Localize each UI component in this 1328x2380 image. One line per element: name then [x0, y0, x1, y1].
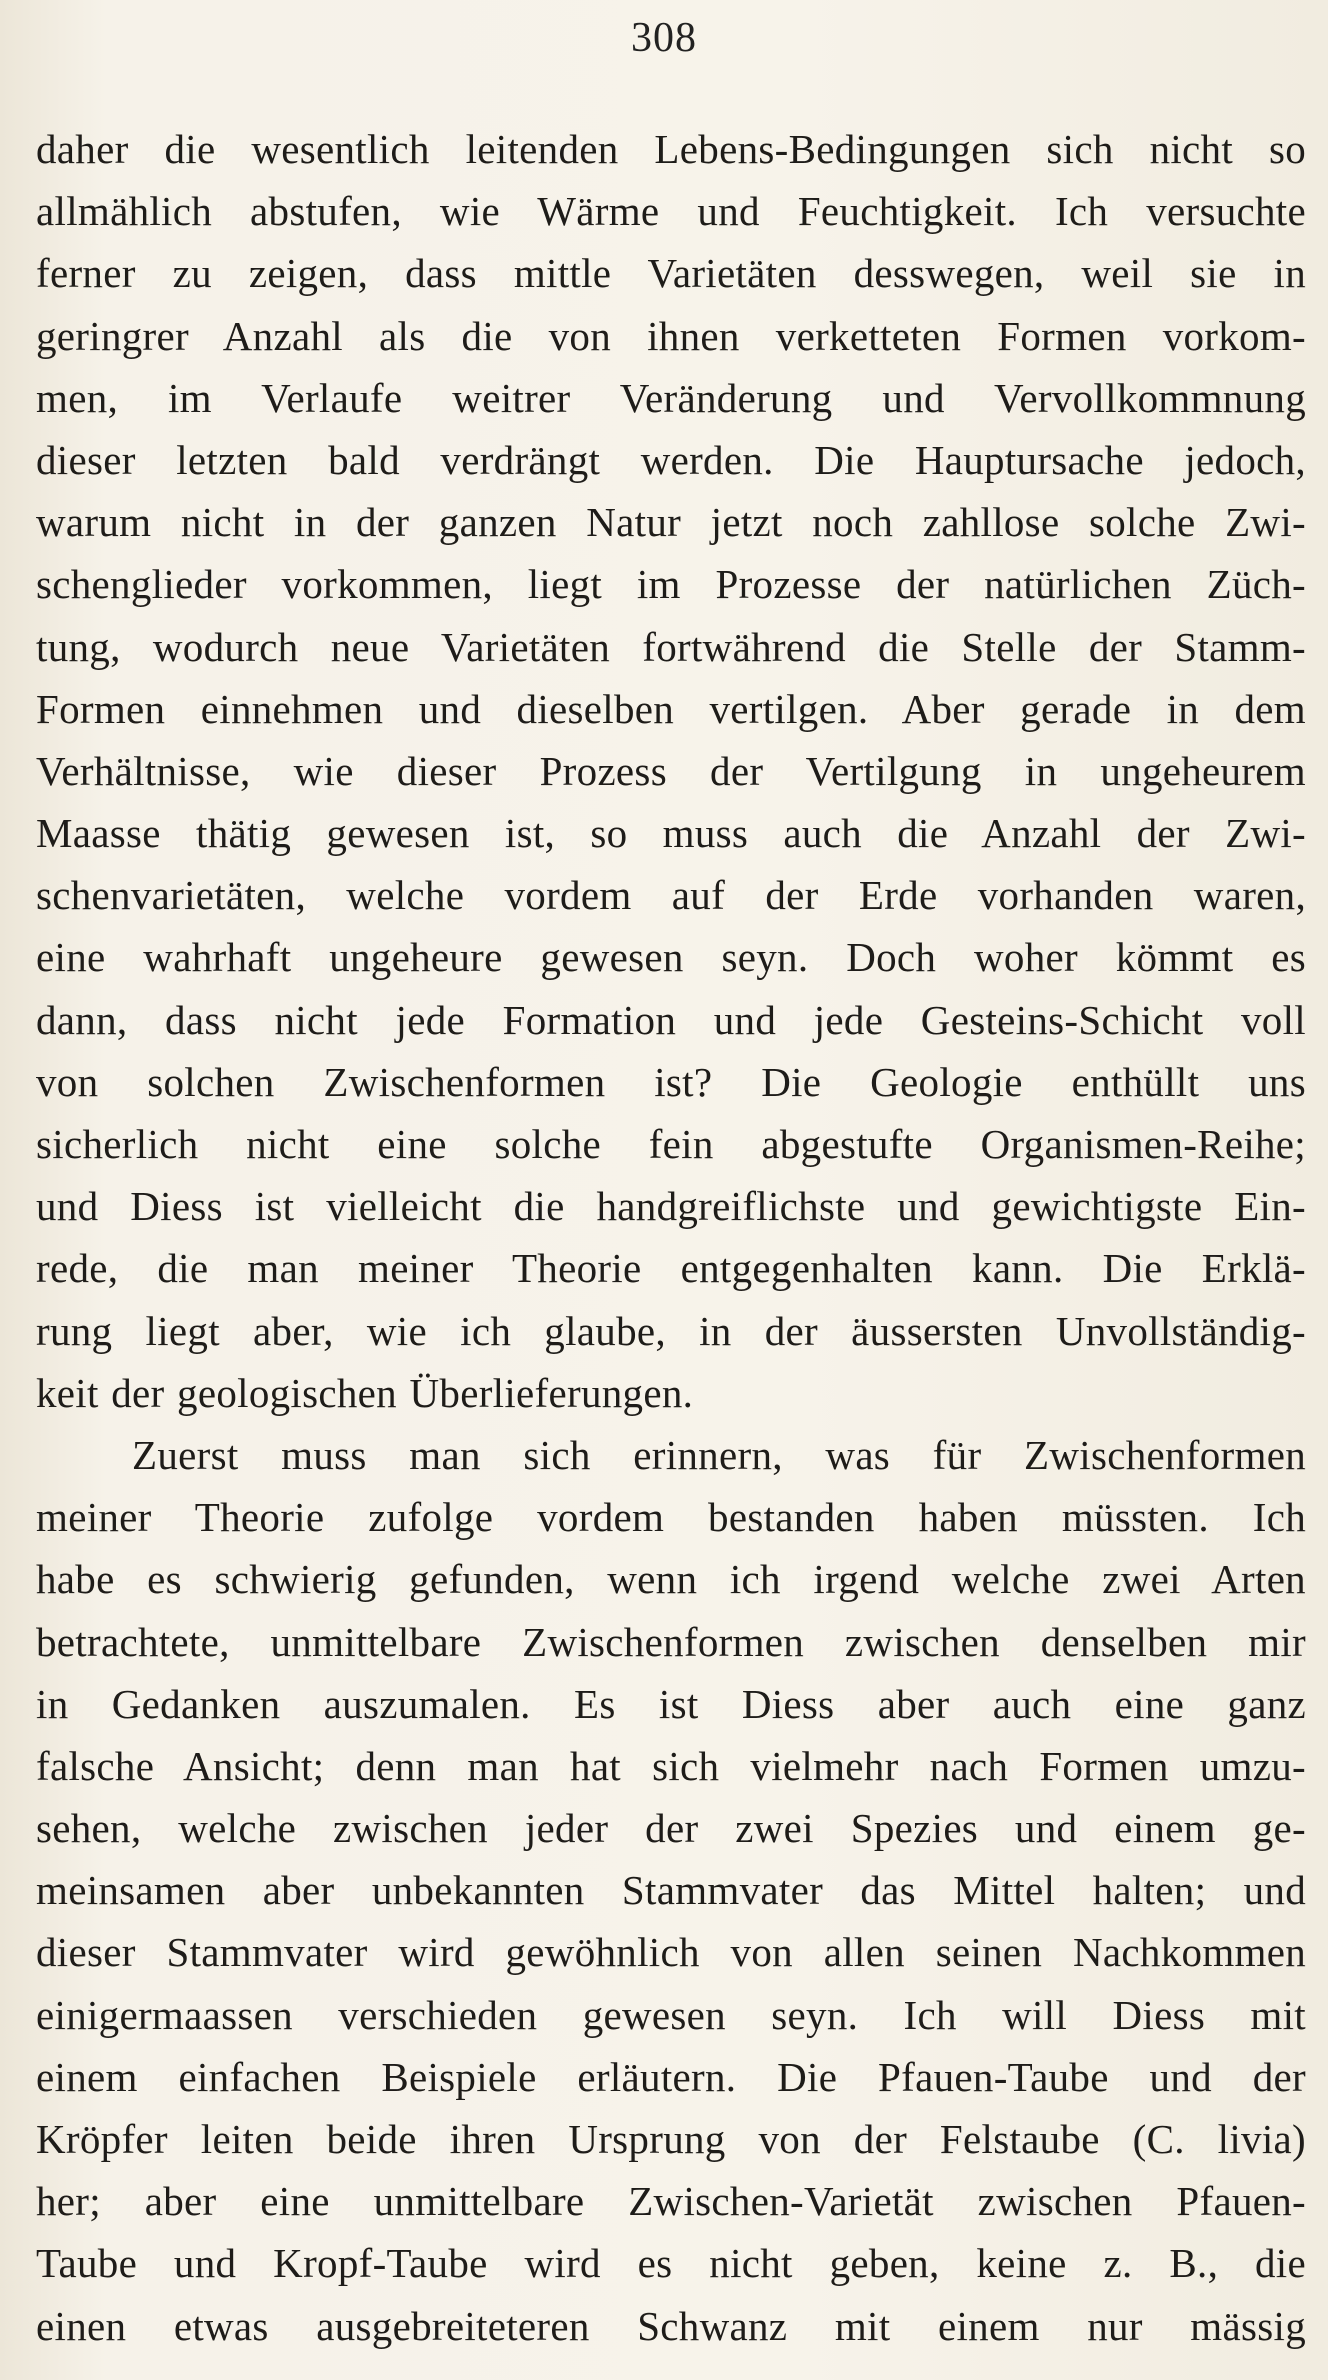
paragraph-2	[36, 1424, 1306, 2357]
text-line: falsche Ansicht; denn man hat sich vielmehr nach Formen umzu-	[36, 1742, 1306, 1789]
text-line: betrachtete, unmittelbare Zwischenformen zwischen denselben mir	[36, 1618, 1306, 1665]
text-line: sehen, welche zwischen jeder der zwei Spezies und einem ge-	[36, 1805, 1306, 1852]
text-line: einigermaassen verschieden gewesen seyn. Ich will Diess mit	[36, 1991, 1306, 2038]
text-line: her; aber eine unmittelbare Zwischen-Varietät zwischen Pfauen-	[36, 2178, 1306, 2225]
text-line: warum nicht in der ganzen Natur jetzt noch zahllose solche Zwi-	[36, 499, 1306, 546]
text-line: daher die wesentlich leitenden Lebens-Bedingungen sich nicht so	[36, 126, 1306, 172]
text-line: geringrer Anzahl als die von ihnen verketteten Formen vorkom-	[36, 312, 1306, 359]
text-line: men, im Verlaufe weitrer Veränderung und Vervollkommnung	[36, 374, 1306, 421]
text-line: rede, die man meiner Theorie entgegenhalten kann. Die Erklä-	[36, 1245, 1306, 1292]
body-text	[36, 118, 1306, 2357]
text-line: habe es schwierig gefunden, wenn ich irgend welche zwei Arten	[36, 1556, 1306, 1603]
text-line: allmählich abstufen, wie Wärme und Feuchtigkeit. Ich versuchte	[36, 188, 1306, 235]
text-line: tung, wodurch neue Varietäten fortwährend die Stelle der Stamm-	[36, 623, 1306, 670]
text-line: Taube und Kropf-Taube wird es nicht geben, keine z. B., die	[36, 2240, 1306, 2287]
text-line: und Diess ist vielleicht die handgreiflichste und gewichtigste Ein-	[36, 1183, 1306, 1230]
text-line: Maasse thätig gewesen ist, so muss auch die Anzahl der Zwi-	[36, 810, 1306, 857]
text-line: meinsamen aber unbekannten Stammvater das Mittel halten; und	[36, 1867, 1306, 1914]
text-line: schenvarietäten, welche vordem auf der Erde vorhanden waren,	[36, 872, 1306, 919]
text-line: meiner Theorie zufolge vordem bestanden haben müssten. Ich	[36, 1494, 1306, 1541]
text-line: rung liegt aber, wie ich glaube, in der äussersten Unvollständig-	[36, 1307, 1306, 1354]
text-line: dann, dass nicht jede Formation und jede Gesteins-Schicht voll	[36, 996, 1306, 1043]
text-line: keit der geologischen Überlieferungen.	[36, 1369, 694, 1416]
text-line: Formen einnehmen und dieselben vertilgen. Aber gerade in dem	[36, 685, 1306, 732]
text-line: einem einfachen Beispiele erläutern. Die Pfauen-Taube und der	[36, 2053, 1306, 2100]
text-line: ferner zu zeigen, dass mittle Varietäten desswegen, weil sie in	[36, 250, 1306, 297]
text-line: schenglieder vorkommen, liegt im Prozesse der natürlichen Züch-	[36, 561, 1306, 608]
text-line: in Gedanken auszumalen. Es ist Diess aber auch eine ganz	[36, 1680, 1306, 1727]
text-line: dieser letzten bald verdrängt werden. Die Hauptursache jedoch,	[36, 436, 1306, 483]
text-line: dieser Stammvater wird gewöhnlich von allen seinen Nachkommen	[36, 1929, 1306, 1976]
page-number: 308	[631, 15, 697, 61]
text-line: Verhältnisse, wie dieser Prozess der Vertilgung in ungeheurem	[36, 747, 1306, 794]
text-line: einen etwas ausgebreiteteren Schwanz mit einem nur mässig	[36, 2302, 1306, 2349]
text-line: von solchen Zwischenformen ist? Die Geologie enthüllt uns	[36, 1058, 1306, 1105]
text-line: Zuerst muss man sich erinnern, was für Zwischenformen	[132, 1431, 1306, 1478]
text-line: eine wahrhaft ungeheure gewesen seyn. Doch woher kömmt es	[36, 934, 1306, 981]
text-line: Kröpfer leiten beide ihren Ursprung von der Felstaube (C. livia)	[36, 2116, 1306, 2162]
text-line: sicherlich nicht eine solche fein abgestufte Organismen-Reihe;	[36, 1121, 1306, 1167]
paragraph-1	[36, 118, 1306, 1424]
